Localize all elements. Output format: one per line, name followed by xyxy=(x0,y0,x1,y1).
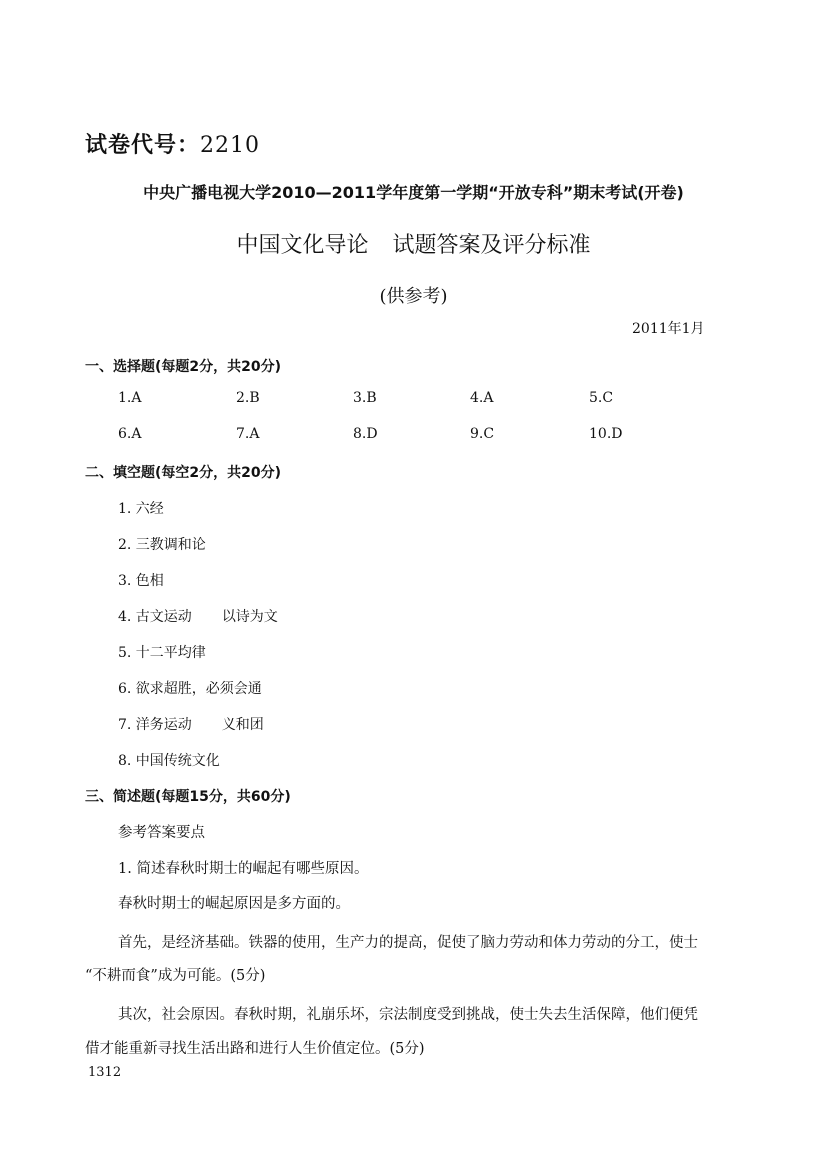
exam-title: 中央广播电视大学2010—2011学年度第一学期“开放专科”期末考试(开卷) xyxy=(143,183,684,202)
fill-answer: 5. 十二平均律 xyxy=(118,645,206,661)
mc-answer: 10.D xyxy=(589,426,623,442)
reference-label: 参考答案要点 xyxy=(118,825,205,841)
fill-answer: 1. 六经 xyxy=(118,501,164,517)
mc-answer: 7.A xyxy=(236,426,260,442)
main-title xyxy=(0,228,827,259)
mc-answer: 2.B xyxy=(236,390,260,406)
exam-code-value: 2210 xyxy=(200,133,261,158)
answer-paragraph-continued: “不耕而食”成为可能。(5分) xyxy=(85,968,266,984)
mc-answer: 4.A xyxy=(470,390,494,406)
fill-answer-second: 以诗为文 xyxy=(221,609,278,625)
fill-answer: 2. 三教调和论 xyxy=(118,537,206,553)
section3-heading: 三、简述题(每题15分，共60分) xyxy=(85,789,291,805)
exam-date: 2011年1月 xyxy=(632,321,705,337)
exam-code xyxy=(85,128,260,159)
fill-answer: 4. 古文运动 以诗为文 xyxy=(118,609,278,625)
fill-answer: 7. 洋务运动 义和团 xyxy=(118,717,264,733)
fill-answer-second: 义和团 xyxy=(221,717,264,733)
course-name: 中国文化导论 xyxy=(236,233,369,258)
section2-heading: 二、填空题(每空2分，共20分) xyxy=(85,465,282,481)
fill-answer: 3. 色相 xyxy=(118,573,164,589)
fill-answer: 8. 中国传统文化 xyxy=(118,753,220,769)
answer-paragraph: 其次，社会原因。春秋时期，礼崩乐坏，宗法制度受到挑战，使士失去生活保障，他们便凭 xyxy=(118,1007,698,1023)
question-1: 1. 简述春秋时期士的崛起有哪些原因。 xyxy=(118,861,369,877)
page-number: 1312 xyxy=(88,1065,122,1080)
mc-answer: 6.A xyxy=(118,426,142,442)
exam-code-label: 试卷代号： xyxy=(85,133,201,158)
mc-answer: 8.D xyxy=(353,426,378,442)
answer-paragraph-continued: 借才能重新寻找生活出路和进行人生价值定位。(5分) xyxy=(85,1041,425,1057)
answer-title: 试题答案及评分标准 xyxy=(392,233,591,258)
section1-heading: 一、选择题(每题2分，共20分) xyxy=(85,359,282,375)
answer-paragraph: 春秋时期士的崛起原因是多方面的。 xyxy=(118,896,350,912)
mc-answer: 9.C xyxy=(470,426,495,442)
reference-note: (供参考) xyxy=(379,286,448,307)
answer-paragraph: 首先，是经济基础。铁器的使用，生产力的提高，促使了脑力劳动和体力劳动的分工，使士 xyxy=(118,935,698,951)
mc-answer: 1.A xyxy=(118,390,142,406)
mc-answer: 3.B xyxy=(353,390,377,406)
mc-answer: 5.C xyxy=(589,390,614,406)
fill-answer: 6. 欲求超胜，必须会通 xyxy=(118,681,262,697)
